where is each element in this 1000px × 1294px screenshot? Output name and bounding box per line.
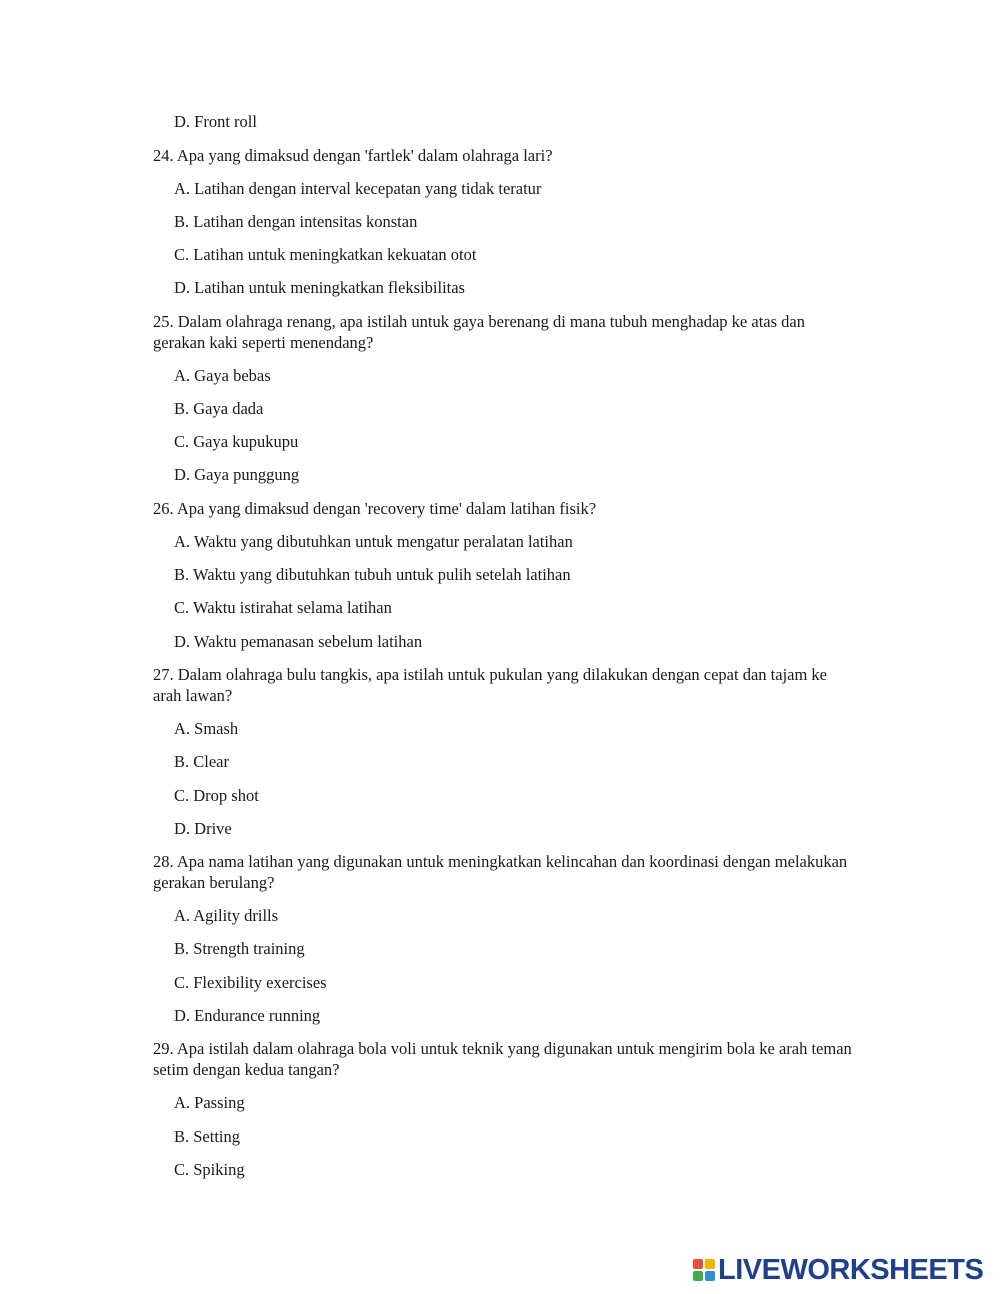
liveworksheets-logo-mark-icon — [693, 1259, 715, 1281]
logo-mark-square-2 — [705, 1259, 715, 1269]
logo-mark-square-1 — [693, 1259, 703, 1269]
q25-option-a: A. Gaya bebas — [174, 366, 271, 385]
q27-question: 27. Dalam olahraga bulu tangkis, apa istilah untuk pukulan yang dilakukan dengan cepat dan tajam ke arah lawan? — [153, 665, 828, 705]
q27-option-a: A. Smash — [174, 719, 239, 738]
q24-option-d: D. Latihan untuk meningkatkan fleksibilitas — [174, 278, 465, 297]
q28-question: 28. Apa nama latihan yang digunakan untuk meningkatkan kelincahan dan koordinasi dengan melakukan gerakan berulang? — [153, 852, 848, 892]
q26-option-c: C. Waktu istirahat selama latihan — [174, 598, 392, 617]
q28-option-c: C. Flexibility exercises — [174, 973, 327, 992]
q25-option-d: D. Gaya punggung — [174, 465, 300, 484]
q24-option-c: C. Latihan untuk meningkatkan kekuatan otot — [174, 245, 477, 264]
q29-option-a: A. Passing — [174, 1093, 245, 1112]
liveworksheets-logo-text: LIVEWORKSHEETS — [718, 1253, 984, 1286]
q23-option-d: D. Front roll — [174, 112, 257, 131]
logo-mark-square-4 — [705, 1271, 715, 1281]
q26-question: 26. Apa yang dimaksud dengan 'recovery time' dalam latihan fisik? — [153, 499, 597, 518]
q28-option-b: B. Strength training — [174, 939, 305, 958]
q24-option-a: A. Latihan dengan interval kecepatan yang tidak teratur — [174, 179, 542, 198]
q28-option-a: A. Agility drills — [174, 906, 279, 925]
q24-option-b: B. Latihan dengan intensitas konstan — [174, 212, 418, 231]
q27-option-b: B. Clear — [174, 752, 229, 771]
q29-question: 29. Apa istilah dalam olahraga bola voli untuk teknik yang digunakan untuk mengirim bola ke arah teman setim dengan kedua tangan? — [153, 1039, 852, 1079]
liveworksheets-logo — [693, 1254, 983, 1286]
q26-option-d: D. Waktu pemanasan sebelum latihan — [174, 632, 423, 651]
q29-option-b: B. Setting — [174, 1127, 241, 1146]
q27-option-d: D. Drive — [174, 819, 232, 838]
logo-mark-square-3 — [693, 1271, 703, 1281]
q27-option-c: C. Drop shot — [174, 786, 259, 805]
q29-option-c: C. Spiking — [174, 1160, 245, 1179]
q25-question: 25. Dalam olahraga renang, apa istilah untuk gaya berenang di mana tubuh menghadap ke atas dan gerakan kaki seperti menendang? — [153, 312, 805, 352]
q28-option-d: D. Endurance running — [174, 1006, 321, 1025]
q25-option-c: C. Gaya kupukupu — [174, 432, 299, 451]
q26-option-a: A. Waktu yang dibutuhkan untuk mengatur peralatan latihan — [174, 532, 573, 551]
q24-question: 24. Apa yang dimaksud dengan 'fartlek' dalam olahraga lari? — [153, 146, 553, 165]
q26-option-b: B. Waktu yang dibutuhkan tubuh untuk pulih setelah latihan — [174, 565, 571, 584]
q25-option-b: B. Gaya dada — [174, 399, 264, 418]
